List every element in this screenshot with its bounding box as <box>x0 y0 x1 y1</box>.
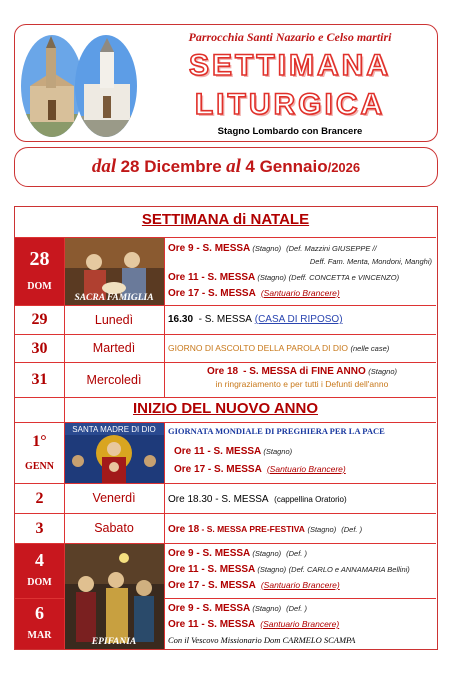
place: (Santuario Brancere) <box>260 619 340 629</box>
section-nuovo-anno: INIZIO DEL NUOVO ANNO <box>15 400 436 420</box>
divider <box>15 397 436 398</box>
mass: - S. MESSA <box>198 564 256 575</box>
day-abbr: DOM <box>27 577 52 588</box>
place: (nelle case) <box>350 344 390 353</box>
intention: (Def. ) <box>341 525 363 534</box>
place: (Santuario Brancere) <box>260 580 340 590</box>
title-settimana: SETTIMANA <box>189 49 391 82</box>
row-29-text <box>168 313 436 326</box>
time: Ore 9 <box>168 603 194 614</box>
divider <box>64 238 65 649</box>
day-abbr: MAR <box>27 630 52 641</box>
row-3-text <box>168 523 436 536</box>
place: (Stagno) <box>250 604 282 613</box>
row-30-text <box>168 342 436 355</box>
day-number-28 <box>15 238 64 305</box>
row-28-text <box>168 242 436 300</box>
place: (Stagno) <box>368 367 398 376</box>
place: (Stagno) <box>250 244 282 253</box>
church-photo <box>20 34 138 138</box>
title-liturgica: LITURGICA <box>194 88 386 121</box>
day-number-1 <box>15 423 64 483</box>
row-31-text <box>168 365 436 391</box>
note: Con il Vescovo Missionario Dom CARMELO SCAMPA <box>168 635 356 645</box>
place: (Santuario Brancere) <box>260 288 340 298</box>
time: 16.30 <box>168 314 194 325</box>
weekday: Sabato <box>94 521 134 535</box>
row-4-text <box>168 547 436 592</box>
mass: - S. MESSA <box>198 272 256 283</box>
mass: - S. MESSA <box>199 580 256 591</box>
row-2-text <box>168 493 436 506</box>
mass: Ore 18.30 - S. MESSA <box>168 494 269 505</box>
intention: (Deff. CONCETTA e VINCENZO) <box>288 273 400 282</box>
day-num: 4 <box>35 550 44 570</box>
day-abbr: DOM <box>27 281 52 292</box>
start-date: 28 Dicembre <box>120 157 222 176</box>
section-natale: SETTIMANA di NATALE <box>15 211 436 233</box>
day-num: 1° <box>32 433 47 450</box>
place: (Stagno) <box>255 273 287 282</box>
time: Ore 17 <box>174 464 206 475</box>
divider <box>164 423 165 649</box>
time: Ore 18 <box>206 366 239 377</box>
mass: - S. MESSA PRE-FESTIVA <box>199 524 305 534</box>
image-caption: EPIFANIA <box>91 637 137 647</box>
place: (Stagno) <box>261 447 293 456</box>
date-range <box>14 147 438 187</box>
weekday: Venerdì <box>92 491 136 505</box>
place: (Santuario Brancere) <box>266 464 346 474</box>
row-1-text <box>168 425 436 476</box>
weekday: Mercoledì <box>86 373 142 387</box>
day-abbr: GENN <box>25 461 54 472</box>
intention: (Def. Mazzini GIUSEPPE // <box>286 244 377 253</box>
day-number-2: 2 <box>35 490 44 507</box>
end-date: 4 Gennaio <box>245 157 328 176</box>
time: Ore 11 <box>168 272 199 283</box>
time: Ore 17 <box>168 288 200 299</box>
day-num: 6 <box>35 603 44 623</box>
mass: - S. MESSA <box>193 548 251 559</box>
weekday: Martedì <box>92 341 136 355</box>
parish-name: Parrocchia Santi Nazario e Celso martiri <box>188 30 392 44</box>
intention: (Def. CARLO e ANNAMARIA Bellini) <box>288 565 410 574</box>
divider <box>164 598 436 599</box>
mass: - S. MESSA di FINE ANNO <box>243 366 366 377</box>
sacra-famiglia-image <box>64 238 164 305</box>
mass: - S. MESSA <box>198 314 252 325</box>
schedule-table <box>14 206 438 650</box>
time: Ore 18 <box>168 524 200 535</box>
mass: - S. MESSA <box>193 603 251 614</box>
event: GIORNO DI ASCOLTO DELLA PAROLA DI DIO <box>168 343 348 353</box>
year: /2026 <box>327 160 361 175</box>
row-6-text <box>168 602 436 647</box>
time: Ore 17 <box>168 580 200 591</box>
epifania-image <box>64 544 164 649</box>
place: (Stagno) <box>255 565 287 574</box>
place: (Stagno) <box>250 549 282 558</box>
time: Ore 11 <box>168 564 199 575</box>
mass: - S. MESSA <box>193 243 251 254</box>
image-caption: SANTA MADRE DI DIO <box>72 425 156 434</box>
intention: in ringraziamento e per tutti i Defunti dell'anno <box>215 379 389 389</box>
mass: - S. MESSA <box>199 288 256 299</box>
place: (Stagno) <box>307 525 337 534</box>
day-number-4 <box>15 544 64 598</box>
subtitle: Stagno Lombardo con Brancere <box>217 126 363 137</box>
time: Ore 11 <box>168 619 199 630</box>
time: Ore 11 <box>174 446 205 457</box>
event: GIORNATA MONDIALE DI PREGHIERA PER LA PACE <box>168 426 385 436</box>
al-text: al <box>226 156 241 177</box>
place: (CASA DI RIPOSO) <box>254 314 343 325</box>
day-number-31: 31 <box>31 371 48 388</box>
day-num: 28 <box>29 248 50 270</box>
time: Ore 9 <box>168 243 194 254</box>
intention: (Def. ) <box>286 604 307 613</box>
mass: - S. MESSA <box>205 464 262 475</box>
day-number-29: 29 <box>31 311 48 328</box>
image-caption: SACRA FAMIGLIA <box>74 293 154 303</box>
mass: - S. MESSA <box>198 619 256 630</box>
madre-di-dio-image <box>64 423 164 483</box>
place: (cappellina Oratorio) <box>274 495 347 504</box>
intention: Deff. Fam. Menta, Mondoni, Manghi) <box>309 257 432 266</box>
dal-text: dal <box>91 156 117 177</box>
time: Ore 9 <box>168 548 194 559</box>
weekday: Lunedì <box>94 313 134 327</box>
day-number-30: 30 <box>31 340 48 357</box>
intention: (Def. ) <box>286 549 307 558</box>
day-number-6 <box>15 599 64 649</box>
divider <box>164 238 165 397</box>
day-number-3: 3 <box>35 520 44 537</box>
mass: - S. MESSA <box>204 446 262 457</box>
